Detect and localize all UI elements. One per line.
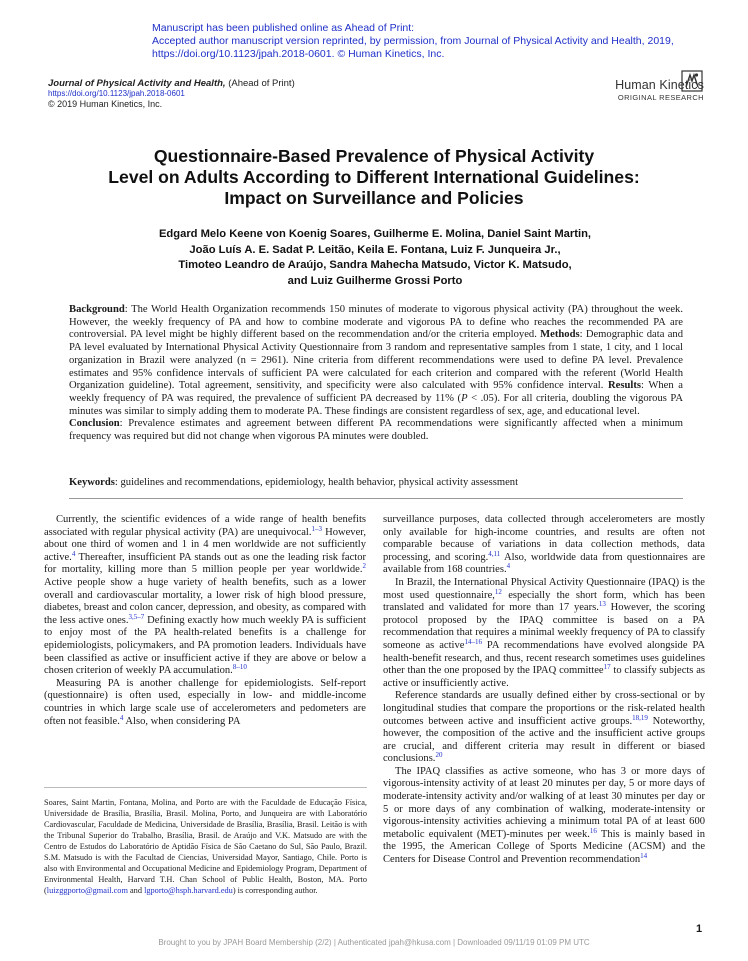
text-run: Also, worldwide data from questionnaires are available from 168 countries. xyxy=(383,551,705,576)
citation[interactable]: 1–3 xyxy=(311,524,322,533)
body-column-right xyxy=(383,514,705,867)
citation[interactable]: 18,19 xyxy=(632,713,648,722)
paragraph xyxy=(44,678,366,728)
email-link[interactable]: luizggporto@gmail.com xyxy=(46,886,128,895)
publisher-name: Human Kinetics xyxy=(615,78,704,92)
text-run: surveillance purposes, data collected through accelerometers are mostly only available for high-income countries, and results are often not comparable because of variations in data collection methods, data processing, and scoring. xyxy=(383,514,705,563)
paragraph xyxy=(383,690,705,766)
notice-line-2: Accepted author manuscript version reprinted, by permission, from Journal of Physical Activity and Health, 2019, xyxy=(152,35,674,47)
author-line: João Luís A. E. Sadat P. Leitão, Keila E. Fontana, Luiz F. Junqueira Jr., xyxy=(189,243,561,256)
text-run: Also, when considering PA xyxy=(123,715,241,727)
publisher-brand xyxy=(592,78,704,102)
abstract-background-label: Background xyxy=(69,304,125,315)
affiliations-footnote xyxy=(44,797,367,896)
citation[interactable]: 14 xyxy=(640,852,648,861)
author-list xyxy=(80,227,670,289)
abstract-conclusion-text: : Prevalence estimates and agreement between different PA recommendations were significantly affected when a minimum frequency was required but did not change when vigorous PA minutes were doubled. xyxy=(69,418,683,443)
page-number: 1 xyxy=(696,923,703,935)
paragraph xyxy=(383,514,705,577)
author-line: Timoteo Leandro de Araújo, Sandra Mahecha Matsudo, Victor K. Matsudo, xyxy=(178,259,572,271)
text-run: Noteworthy, however, the composition of the active and the insufficient active groups are crucial, and different criteria may result in different or biased conclusions. xyxy=(383,715,705,765)
text-run: Reference standards are usually defined either by cross-sectional or by longitudinal studies that compare the proportions or the risk-related health outcomes between active and insufficient active groups. xyxy=(383,690,705,727)
citation[interactable]: 4 xyxy=(119,713,124,722)
paragraph xyxy=(383,577,705,690)
text-run: Currently, the scientific evidences of a wide range of health benefits associated with regular physical activity (PA) are unequivocal. xyxy=(44,514,366,538)
body-column-left xyxy=(44,514,366,728)
abstract-results-text-2: < .05). For all criteria, doubling the vigorous PA minutes was similar to simply adding them to moderate PA. These findings are consistent regardless of sex, age, and educational level. xyxy=(69,392,683,417)
abstract-results-text: : When a weekly frequency of PA was required, the prevalence of sufficient PA decreased by 11% ( xyxy=(69,380,684,404)
text-run: Measuring PA is another challenge for epidemiologists. Self-report (questionnaire) is often used, especially in low- and middle-income countries in which large scale use of accelerometers and pedometers are often not feasible. xyxy=(44,677,366,727)
article-type: ORIGINAL RESEARCH xyxy=(617,93,704,102)
manuscript-notice xyxy=(152,22,732,61)
text-run: However, the scoring protocol proposed by the IPAQ committee is based on a PA recommendation that requires a minimal weekly frequency of PA to classify someone as active xyxy=(383,602,706,651)
abstract-results-label: Results xyxy=(608,380,641,392)
citation[interactable]: 3,5–7 xyxy=(128,612,145,621)
text-run: PA recommendations have evolved alongside PA health-benefit research, and thus, recent research sometimes uses guidelines other than the one proposed by the IPAQ committee xyxy=(383,639,705,677)
footnote-text: ) is corresponding author. xyxy=(232,886,318,895)
download-watermark: Brought to you by JPAH Board Membership (2/2) | Authenticated jpah@hkusa.com | Downloaded 09/11/19 01:09 PM UTC xyxy=(158,938,590,947)
text-run: to classify subjects as active or insufficiently active. xyxy=(383,665,705,689)
keywords-text: : guidelines and recommendations, epidemiology, health behavior, physical activity assessment xyxy=(114,477,519,488)
journal-copyright: © 2019 Human Kinetics, Inc. xyxy=(48,99,163,109)
footnote-divider xyxy=(44,787,367,788)
footnote-text: and xyxy=(127,886,145,895)
citation[interactable]: 13 xyxy=(598,600,606,609)
text-run: Defining exactly how much weekly PA is sufficient to enjoy most of the PA health-related benefits is a challenge for epidemiologists, policymakers, and PA promotion leaders. Individuals have been classified as active or insufficient active if they are above or below a chosen criterion of weekly PA accumulation. xyxy=(44,614,366,677)
author-line: and Luiz Guilherme Grossi Porto xyxy=(287,274,463,287)
abstract-methods-text: : Demographic data and PA level evaluated by International Physical Activity Questionnaire from 3 random and representative samples from 1 state, 1 city, and 1 local organization in Brazil were analyzed (n = 2961). Nine criteria from different recommendations were used to define PA level. Prevalence estimates and 95% confidence intervals of sufficient PA were calculated for each criterion and compared with the referent (World Health Organization guideline). Total agreement, sensitivity, and specificity were also calculated with 95% confidence interval. xyxy=(69,329,683,392)
keywords xyxy=(69,476,683,489)
citation[interactable]: 4 xyxy=(506,562,511,571)
citation[interactable]: 14–16 xyxy=(464,637,482,646)
notice-line-1: Manuscript has been published online as Ahead of Print: xyxy=(152,22,415,34)
citation[interactable]: 16 xyxy=(589,826,597,835)
abstract-p-symbol: P xyxy=(461,392,468,404)
text-run: especially the short form, which has been translated and validated for more than 17 years. xyxy=(383,589,706,614)
paragraph xyxy=(383,766,705,867)
citation[interactable]: 20 xyxy=(435,751,443,760)
text-run: However, about one third of women and 1 in 4 men worldwide are not sufficiently active. xyxy=(44,526,366,563)
notice-line-3[interactable]: https://doi.org/10.1123/jpah.2018-0601. © Human Kinetics, Inc. xyxy=(152,48,445,60)
text-run: In Brazil, the International Physical Activity Questionnaire (IPAQ) is the most used questionnaire, xyxy=(383,576,705,601)
keywords-divider xyxy=(69,498,683,499)
text-run: The IPAQ classifies as active someone, who has 3 or more days of vigorous-intensity activity of at least 20 minutes per day, 5 or more days of moderate-intensity activity and/or walking of at least 30 minutes per day or 5 or more days of any combination of walking, moderate-intensity or vigorous-intensity activities achieving a minimum total PA of at least 600 metabolic equivalent (MET)-minutes per week. xyxy=(383,765,705,840)
article-title xyxy=(40,146,708,209)
citation[interactable]: 8–10 xyxy=(232,663,247,672)
title-line: Level on Adults According to Different International Guidelines: xyxy=(108,167,640,187)
text-run: This is mainly based in the 1995, the American College of Sports Medicine (ACSM) and the Centers for Disease Control and Prevention recommendation xyxy=(383,828,705,866)
journal-doi-link[interactable]: https://doi.org/10.1123/jpah.2018-0601 xyxy=(48,89,185,98)
keywords-label: Keywords xyxy=(69,477,115,488)
journal-title-line xyxy=(48,79,295,89)
paragraph xyxy=(44,514,366,678)
citation[interactable]: 17 xyxy=(603,663,611,672)
citation[interactable]: 12 xyxy=(494,587,502,596)
email-link[interactable]: lgporto@hsph.harvard.edu xyxy=(144,886,233,895)
journal-header xyxy=(48,79,295,109)
citation[interactable]: 4 xyxy=(71,549,76,558)
journal-name: Journal of Physical Activity and Health, xyxy=(48,78,226,89)
journal-status: (Ahead of Print) xyxy=(228,78,295,89)
abstract-methods-label: Methods xyxy=(540,329,580,341)
citation[interactable]: 2 xyxy=(362,562,366,571)
text-run: Thereafter, insufficient PA stands out as one the leading risk factor for mortality, killing more than 5 million people per year worldwide. xyxy=(44,551,366,576)
abstract xyxy=(69,304,683,444)
abstract-background-text: : The World Health Organization recommends 150 minutes of moderate to vigorous physical activity (PA) throughout the week. However, the weekly frequency of PA and how to combine moderate and vigorous PA to define who reaches the recommended PA are controversial. PA level might be highly different based on the recommendation and/or the criteria employed. xyxy=(69,304,683,341)
author-line: Edgard Melo Keene von Koenig Soares, Guilherme E. Molina, Daniel Saint Martin, xyxy=(158,228,592,240)
citation[interactable]: 4,11 xyxy=(488,549,501,558)
text-run: Active people show a huge variety of health benefits, such as a lower overall and cardiovascular mortality, a lower risk of high blood pressure, diabetes, breast and colon cancer, depression, and obesity, as compared with the less active ones. xyxy=(44,576,366,626)
title-line: Impact on Surveillance and Policies xyxy=(224,188,524,208)
abstract-conclusion-label: Conclusion xyxy=(69,418,120,430)
footnote-text: Soares, Saint Martin, Fontana, Molina, and Porto are with the Faculdade de Educação Física, Universidade de Brasília, Brasília, Brasil. Molina, Porto, and Junqueira are with Laboratório Cardiovascular, Faculdade de Medicina, Universidade de Brasília, Brasília, Brasil. Leitão is with the Tribunal Superior do Trabalho, Brasília, Brasil. de Araújo and V.K. Matsudo are with the Centro de Estudos do Laboratório de Aptidão Física de São Caetano do Sul, São Paulo, Brazil. S.M. Matsudo is with the Facultad de Ciencias, Universidad Mayor, Santiago, Chile. Porto is also with Environmental and Occupational Medicine and Epidemiology Program, Department of Environmental Health, Harvard T.H. Chan School of Public Health, Boston, MA. Porto ( xyxy=(44,798,367,895)
title-line: Questionnaire-Based Prevalence of Physical Activity xyxy=(153,146,595,166)
